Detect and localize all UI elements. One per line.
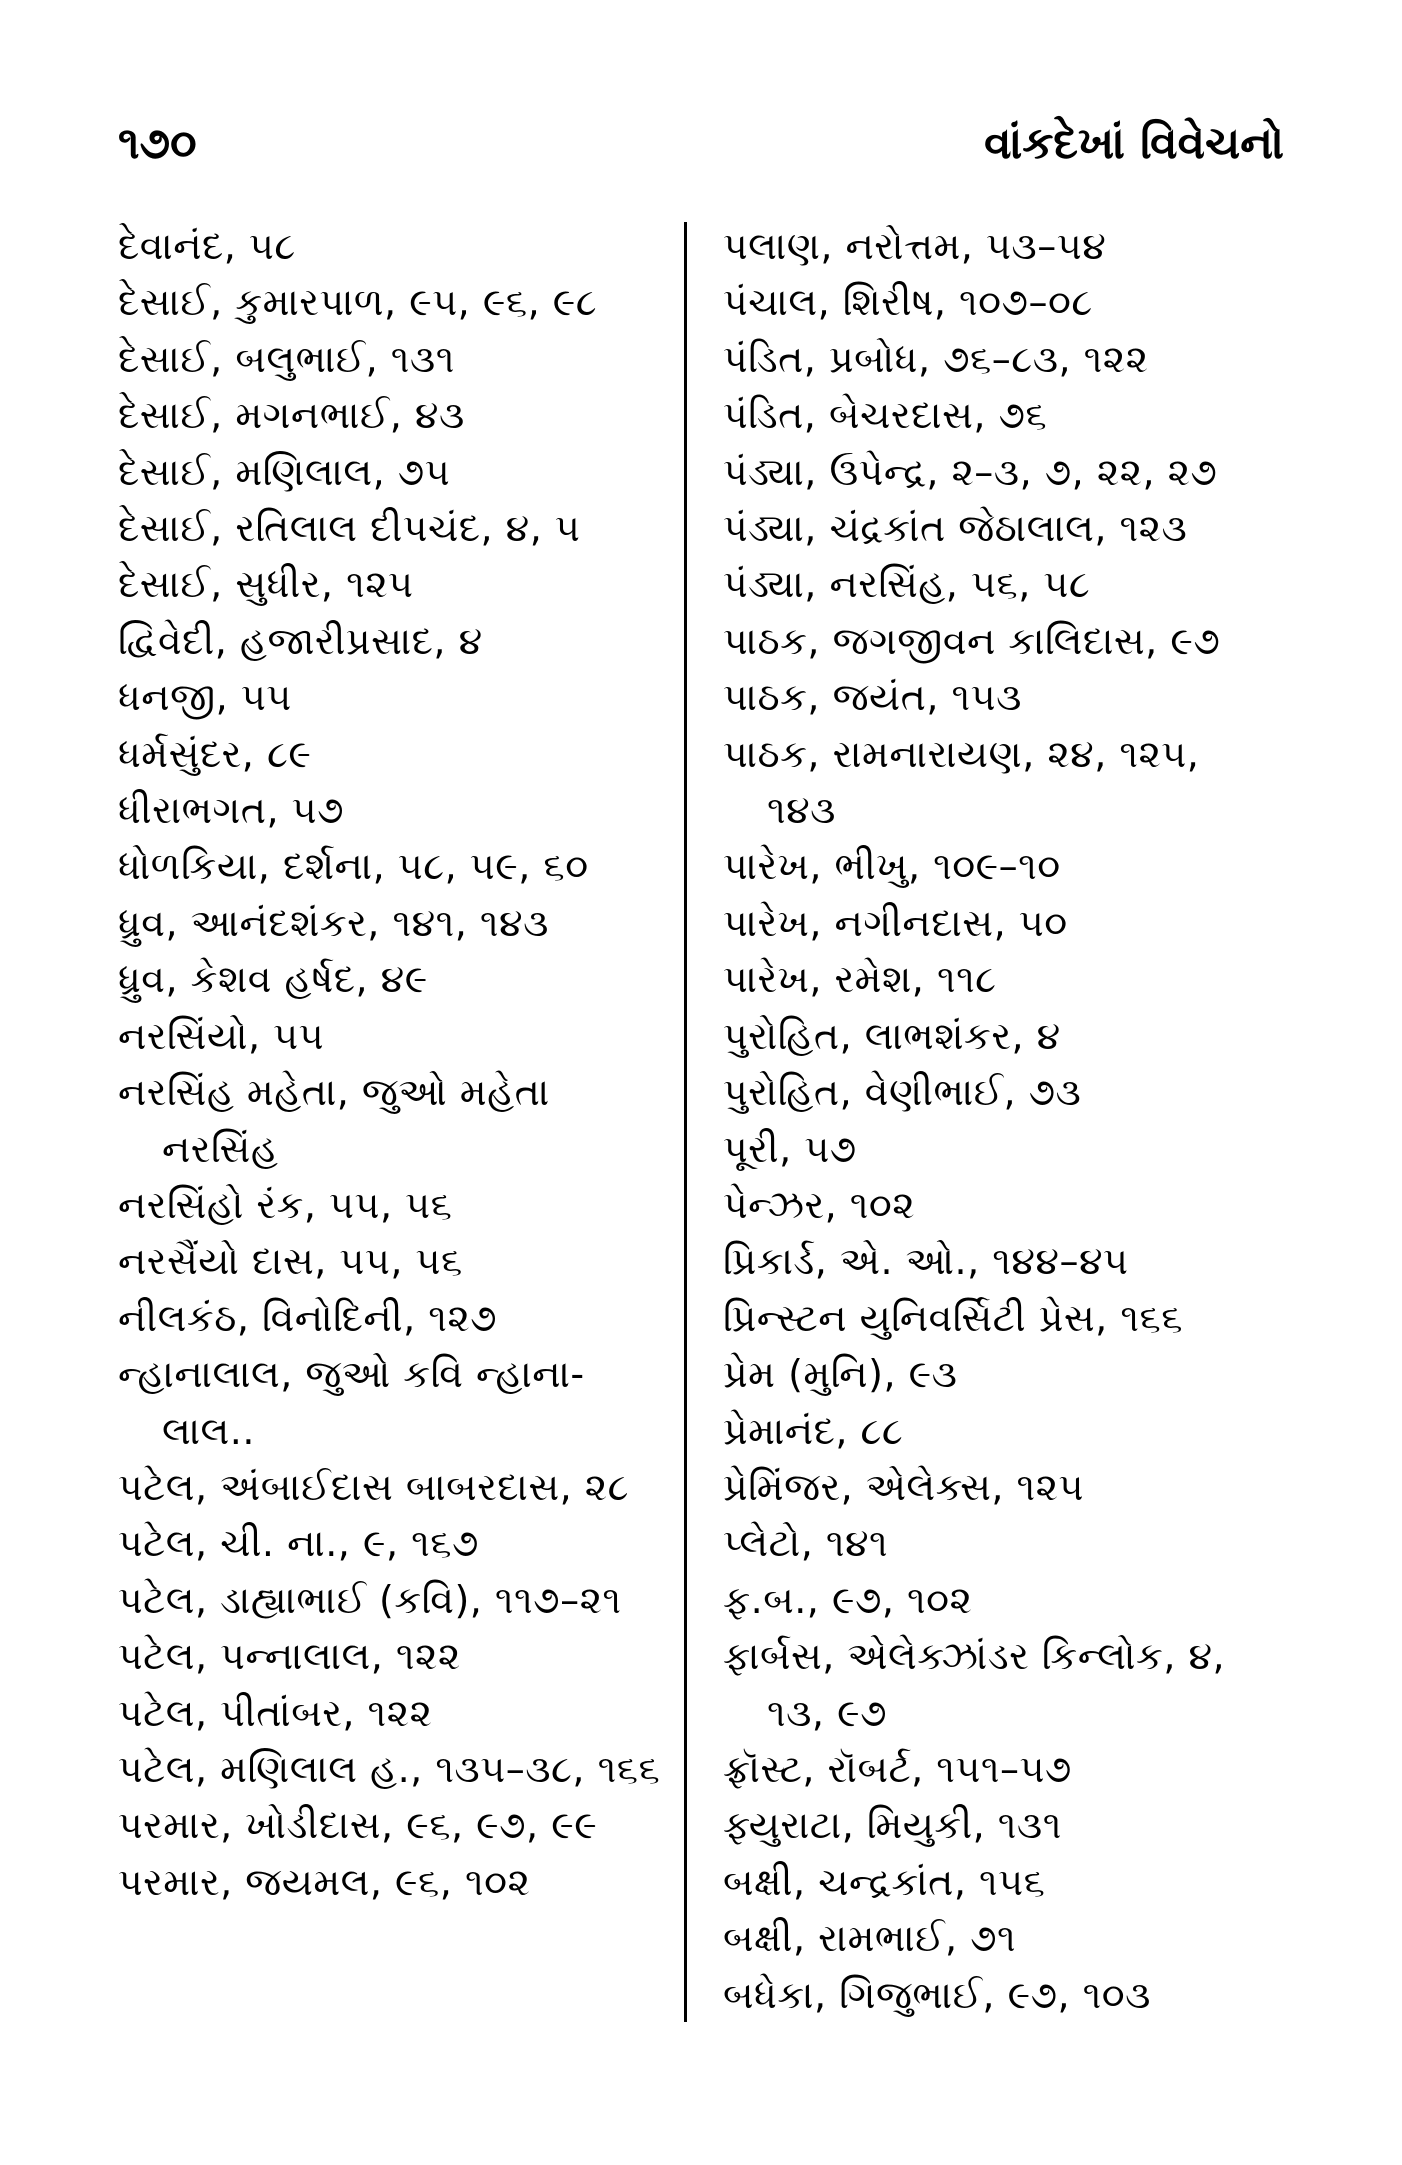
index-entry: પટેલ, મણિલાલ હ., ૧૩૫–૩૮, ૧૬૬: [118, 1746, 661, 1791]
index-entry: બક્ષી, ચન્દ્રકાંત, ૧૫૬: [723, 1859, 1046, 1904]
index-entry: નરસૈંયો દાસ, ૫૫, ૫૬: [118, 1239, 463, 1284]
index-entry: પેન્ઝર, ૧૦૨: [723, 1182, 916, 1227]
index-entry: પરમાર, ખોડીદાસ, ૯૬, ૯૭, ૯૯: [118, 1803, 598, 1848]
index-entry: દેસાઈ, મણિલાલ, ૭૫: [118, 449, 451, 494]
index-entry: પંડિત, બેચરદાસ, ૭૬: [723, 393, 1048, 438]
index-entry: ફ્યુરાટા, મિયુકી, ૧૩૧: [723, 1803, 1062, 1848]
index-entry: પુરોહિત, વેણીભાઈ, ૭૩: [723, 1070, 1082, 1115]
index-entry: ધોળકિયા, દર્શના, ૫૮, ૫૯, ૬૦: [118, 844, 589, 889]
index-entry: નરસિંહો રંક, ૫૫, ૫૬: [118, 1182, 453, 1227]
index-entry: પંડ્યા, ચંદ્રકાંત જેઠાલાલ, ૧૨૩: [723, 506, 1188, 551]
index-entry: પટેલ, અંબાઈદાસ બાબરદાસ, ૨૮: [118, 1464, 630, 1509]
index-entry: દેસાઈ, મગનભાઈ, ૪૩: [118, 393, 465, 438]
index-entry: ધીરાભગત, ૫૭: [118, 788, 344, 833]
index-entry: ધ્રુવ, આનંદશંકર, ૧૪૧, ૧૪૩: [118, 900, 549, 945]
index-column-left: [118, 218, 684, 2038]
index-entry: ફાર્બસ, એલેક્ઝાંડર કિન્લોક, ૪, ૧૩, ૯૭: [723, 1634, 1226, 1735]
index-entry: નરસિંહ મહેતા, જુઓ મહેતા નરસિંહ: [118, 1070, 550, 1171]
index-entry: ધર્મસુંદર, ૮૯: [118, 731, 312, 776]
index-entry: પંડ્યા, નરસિંહ, ૫૬, ૫૮: [723, 562, 1091, 607]
index-entry: પ્રિન્સ્ટન યુનિવર્સિટી પ્રેસ, ૧૬૬: [723, 1295, 1184, 1340]
index-column-right: [687, 218, 1253, 2038]
index-entry: પટેલ, પીતાંબર, ૧૨૨: [118, 1690, 433, 1735]
index-entry: પ્રેમ (મુનિ), ૯૩: [723, 1352, 958, 1397]
index-entry: બધેકા, ગિજુભાઈ, ૯૭, ૧૦૩: [723, 1972, 1151, 2017]
index-columns: [118, 218, 1286, 2038]
index-entry: પારેખ, ભીખુ, ૧૦૯–૧૦: [723, 844, 1061, 889]
index-entry: ન્હાનાલાલ, જુઓ કવિ ન્હાના-લાલ..: [118, 1352, 585, 1453]
index-entry: પલાણ, નરોત્તમ, ૫૩–૫૪: [723, 224, 1107, 268]
index-entry: બક્ષી, રામભાઈ, ૭૧: [723, 1916, 1017, 1961]
index-entry: પૂરી, ૫૭: [723, 1126, 857, 1171]
index-entry: ફ્રૉસ્ટ, રૉબર્ટ, ૧૫૧–૫૭: [723, 1746, 1072, 1791]
index-entry: દેવાનંદ, ૫૮: [118, 224, 296, 268]
index-entry: પુરોહિત, લાભશંકર, ૪: [723, 1013, 1061, 1058]
index-entry: દ્વિવેદી, હજારીપ્રસાદ, ૪: [118, 618, 483, 663]
page-header: [118, 108, 1284, 178]
index-entry: દેસાઈ, કુમારપાળ, ૯૫, ૯૬, ૯૮: [118, 280, 598, 325]
index-entry: નરસિંયો, ૫૫: [118, 1013, 325, 1058]
index-entry: પારેખ, રમેશ, ૧૧૮: [723, 957, 997, 1002]
index-entry: પાઠક, રામનારાયણ, ૨૪, ૧૨૫, ૧૪૩: [723, 731, 1200, 833]
index-entry: દેસાઈ, બલુભાઈ, ૧૩૧: [118, 336, 455, 381]
index-entry: પરમાર, જયમલ, ૯૬, ૧૦૨: [118, 1859, 531, 1904]
index-entry: પટેલ, ડાહ્યાભાઈ (કવિ), ૧૧૭–૨૧: [118, 1577, 622, 1622]
index-entry: પંચાલ, શિરીષ, ૧૦૭–૦૮: [723, 280, 1093, 325]
index-entry: પટેલ, ચી. ના., ૯, ૧૬૭: [118, 1521, 479, 1566]
index-entry: પંડ્યા, ઉપેન્દ્ર, ૨–૩, ૭, ૨૨, ૨૭: [723, 449, 1218, 494]
running-title: વાંકદેખાં વિવેચનો: [984, 117, 1284, 169]
index-entry: નીલકંઠ, વિનોદિની, ૧૨૭: [118, 1295, 498, 1340]
index-entry: ધનજી, ૫૫: [118, 675, 292, 720]
index-entry: પ્રેમાનંદ, ૮૮: [723, 1408, 904, 1453]
index-entry: ધ્રુવ, કેશવ હર્ષદ, ૪૯: [118, 957, 428, 1002]
index-entry: પંડિત, પ્રબોધ, ૭૬–૮૩, ૧૨૨: [723, 336, 1149, 381]
index-entry: પારેખ, નગીનદાસ, ૫૦: [723, 900, 1068, 945]
index-entry: પ્રિકાર્ડ, એ. ઓ., ૧૪૪–૪૫: [723, 1239, 1129, 1284]
index-entry: દેસાઈ, સુધીર, ૧૨૫: [118, 562, 414, 607]
index-entry: પાઠક, જગજીવન કાલિદાસ, ૯૭: [723, 618, 1221, 663]
index-entry: પ્લેટો, ૧૪૧: [723, 1521, 889, 1566]
index-entry: પટેલ, પન્નાલાલ, ૧૨૨: [118, 1634, 461, 1679]
index-entry: પાઠક, જયંત, ૧૫૩: [723, 675, 1022, 720]
index-entry: ફ.બ., ૯૭, ૧૦૨: [723, 1577, 973, 1622]
index-entry: દેસાઈ, રતિલાલ દીપચંદ, ૪, ૫: [118, 506, 581, 551]
index-entry: પ્રેમિંજર, એલેક્સ, ૧૨૫: [723, 1464, 1084, 1509]
page-number: ૧૭૦: [118, 117, 197, 169]
